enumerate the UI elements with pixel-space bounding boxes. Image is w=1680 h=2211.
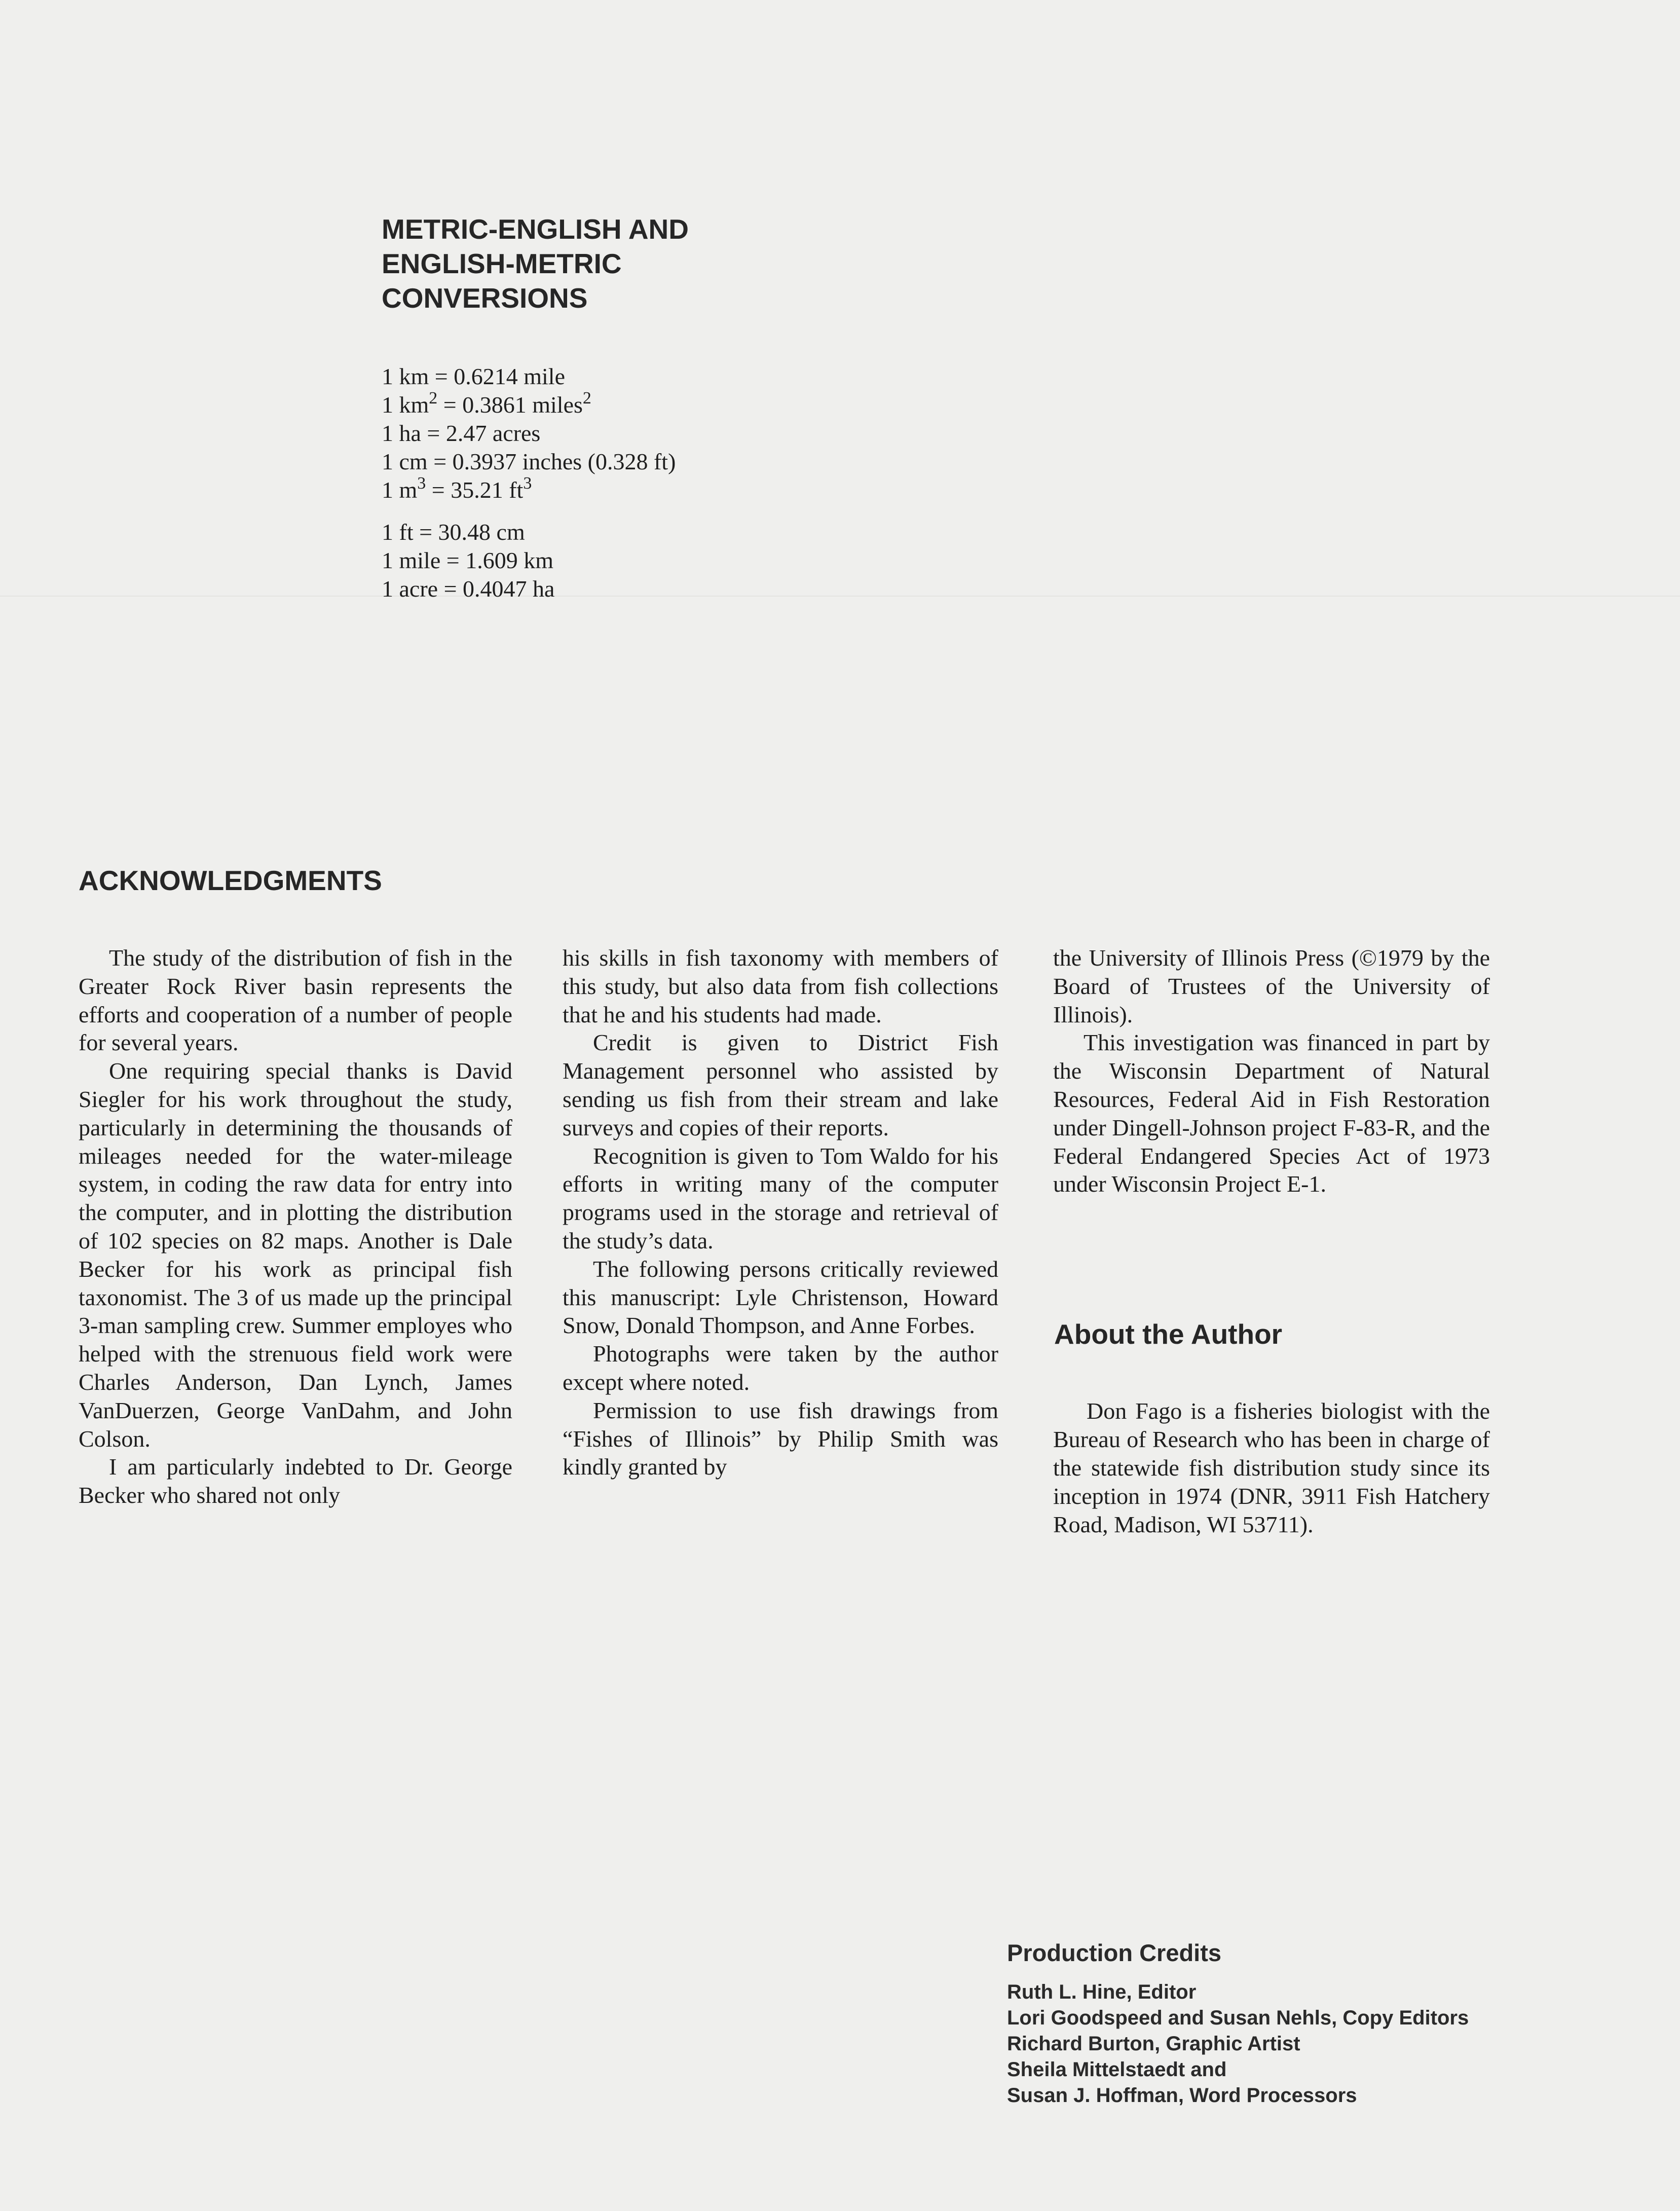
- conversion-line: [382, 448, 676, 476]
- conversion-value: = 0.3861 miles: [437, 392, 583, 418]
- paragraph: One requiring special thanks is David Siegler for his work throughout the study, particularly in determining the thousands of mileages needed for the water-mileage system, in coding the raw data for entry into the computer, and in plotting the distribution of 102 species on 82 maps. Another is Dale Becker for his work as principal fish taxonomist. The 3 of us made up the principal 3-man sampling crew. Summer employes who helped with the strenuous field work were Charles Anderson, Dan Lynch, James VanDuerzen, George VanDahm, and John Colson.: [79, 1058, 512, 1452]
- paragraph: I am particularly indebted to Dr. George Becker who shared not only: [79, 1454, 512, 1508]
- conversion-unit: 1 cm: [382, 449, 428, 474]
- conversion-unit: 1 km: [382, 392, 429, 418]
- acknowledgments-column-2: [563, 944, 998, 1481]
- conversion-line: [382, 362, 676, 391]
- conversion-value: = 0.3937 inches (0.328 ft): [427, 449, 676, 474]
- conversions-title: [382, 212, 838, 315]
- conversion-unit: 1 m: [382, 477, 418, 503]
- conversion-unit-sup: 3: [417, 474, 426, 493]
- paragraph: Credit is given to District Fish Management personnel who assisted by sending us fish from their stream and lake surveys and copies of their reports.: [563, 1029, 998, 1140]
- credit-line: Lori Goodspeed and Susan Nehls, Copy Editors: [1007, 2007, 1469, 2029]
- conversion-value: = 2.47 acres: [421, 420, 541, 446]
- paragraph: The study of the distribution of fish in the Greater Rock River basin represents the efforts and cooperation of a number of people for several years.: [79, 945, 512, 1056]
- conversion-unit: 1 km: [382, 363, 429, 389]
- conversions-title-line: CONVERSIONS: [382, 282, 588, 314]
- production-credits-list: [1007, 1979, 1469, 2109]
- conversion-unit-sup: 2: [429, 389, 438, 408]
- production-credits-heading: Production Credits: [1007, 1939, 1222, 1966]
- conversion-line: [382, 476, 676, 504]
- paragraph: his skills in fish taxonomy with members of this study, but also data from fish collections that he and his students had made.: [563, 945, 998, 1027]
- conversion-line: [382, 419, 676, 448]
- metric-to-english-list: [382, 362, 676, 504]
- paragraph: the University of Illinois Press (©1979 by the Board of Trustees of the University of Illinois).: [1053, 945, 1490, 1027]
- conversion-value: = 35.21 ft: [426, 477, 524, 503]
- credit-line: Richard Burton, Graphic Artist: [1007, 2033, 1300, 2055]
- paragraph: This investigation was financed in part by the Wisconsin Department of Natural Resources, Federal Aid in Fish Restoration under Dingell-Johnson project F-83-R, and the Federal Endangered Species Act of 1973 under Wisconsin Project E-1.: [1053, 1029, 1490, 1197]
- conversion-line: 1 mile = 1.609 km: [382, 547, 553, 573]
- acknowledgments-column-1: [79, 944, 512, 1509]
- scan-fold-line: [0, 596, 1680, 597]
- credit-line: Ruth L. Hine, Editor: [1007, 1981, 1197, 2003]
- conversion-line: 1 acre = 0.4047 ha: [382, 576, 555, 602]
- conversion-unit: 1 ha: [382, 420, 421, 446]
- conversion-value: = 0.6214 mile: [429, 363, 565, 389]
- conversions-title-line: METRIC-ENGLISH AND: [382, 213, 689, 245]
- paragraph: Recognition is given to Tom Waldo for his efforts in writing many of the computer programs used in the storage and retrieval of the study’s data.: [563, 1143, 998, 1254]
- conversion-value-sup: 3: [523, 474, 532, 493]
- paragraph: The following persons critically reviewed this manuscript: Lyle Christenson, Howard Snow, Donald Thompson, and Anne Forbes.: [563, 1256, 998, 1339]
- about-author-heading: About the Author: [1054, 1318, 1283, 1350]
- conversion-line: 1 ft = 30.48 cm: [382, 519, 525, 545]
- conversions-title-line: ENGLISH-METRIC: [382, 248, 622, 279]
- english-to-metric-list: [382, 518, 554, 603]
- about-author-body: [1053, 1397, 1490, 1539]
- paragraph: Don Fago is a fisheries biologist with the Bureau of Research who has been in charge of the statewide fish distribution study since its inception in 1974 (DNR, 3911 Fish Hatchery Road, Madison, WI 53711).: [1053, 1398, 1490, 1537]
- credit-line: Susan J. Hoffman, Word Processors: [1007, 2084, 1357, 2107]
- credit-line: Sheila Mittelstaedt and: [1007, 2058, 1227, 2081]
- conversion-value-sup: 2: [582, 389, 591, 408]
- acknowledgments-heading: ACKNOWLEDGMENTS: [79, 865, 382, 896]
- acknowledgments-column-3: [1053, 944, 1490, 1198]
- paragraph: Photographs were taken by the author except where noted.: [563, 1341, 998, 1395]
- paragraph: Permission to use fish drawings from “Fishes of Illinois” by Philip Smith was kindly granted by: [563, 1397, 998, 1480]
- conversion-line: [382, 391, 676, 419]
